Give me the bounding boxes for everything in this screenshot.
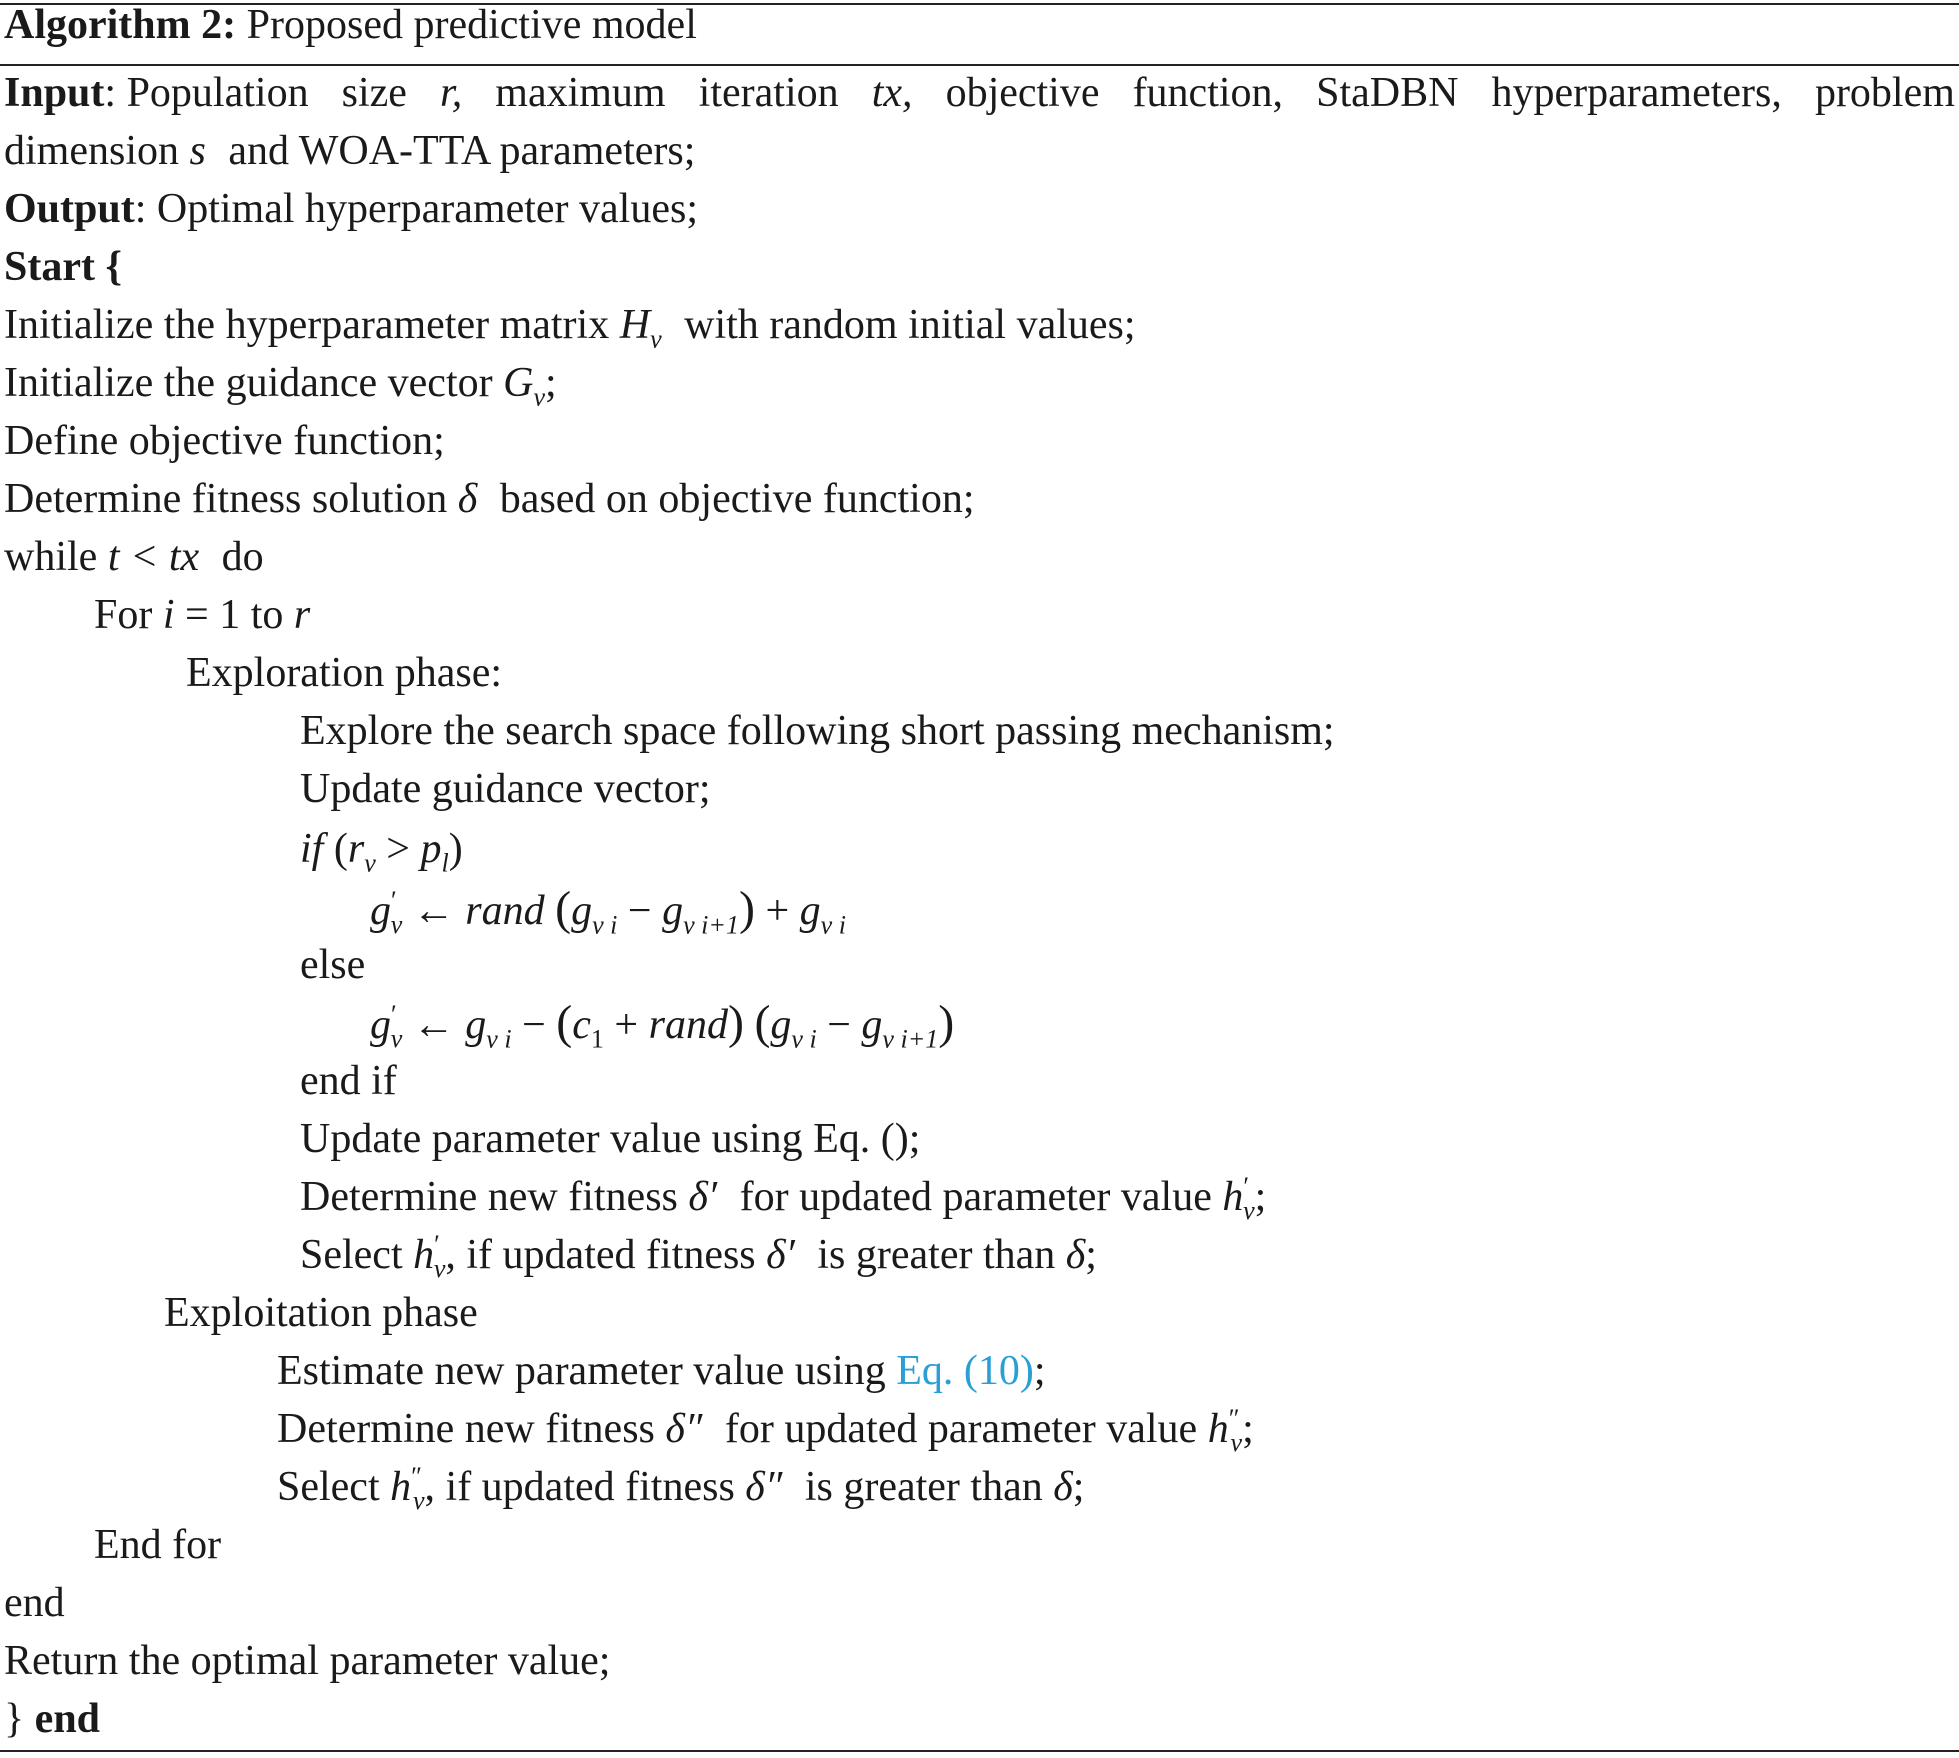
step-text: ; <box>1033 1348 1046 1394</box>
return-line: Return the optimal parameter value; <box>4 1638 611 1684</box>
input-text: dimension <box>4 128 179 174</box>
math-var: δ′ <box>766 1232 795 1278</box>
math-var: g <box>370 1002 391 1048</box>
math-var: g <box>571 888 593 934</box>
input-word: function, <box>1132 70 1284 116</box>
input-word: Population <box>126 70 309 116</box>
math-var: g <box>861 1002 883 1048</box>
input-word: maximum <box>495 70 666 116</box>
output-label: Output <box>4 186 135 232</box>
bottom-rule <box>0 1750 1959 1752</box>
step-text: Determine fitness solution <box>4 476 448 522</box>
exploitation-phase-label: Exploitation phase <box>164 1290 478 1336</box>
select-line-2: Select $h''_v$, if updated fitness δ″ is greater than δ; <box>277 1462 1085 1516</box>
keyword: while <box>4 534 98 580</box>
keyword: end <box>34 1696 101 1742</box>
input-word: r, <box>440 70 463 116</box>
math-sub: v i+1 <box>882 1024 939 1054</box>
math-sub: v i <box>791 1024 817 1054</box>
math-var: c <box>572 1002 591 1048</box>
math-sub: v <box>433 1254 446 1284</box>
input-word: tx, <box>871 70 913 116</box>
math-var: h <box>390 1464 412 1510</box>
math-var: δ″ <box>745 1464 783 1510</box>
step-text: Determine new fitness <box>300 1174 678 1220</box>
input-word: problem <box>1814 70 1955 116</box>
input-word: iteration <box>698 70 839 116</box>
step-text: , if updated fitness <box>445 1232 756 1278</box>
math-var: g <box>370 888 391 934</box>
math-sub: v i <box>820 910 846 940</box>
math-var: G <box>503 360 534 406</box>
math-sub: v i+1 <box>683 910 739 940</box>
math-sub: v i <box>486 1024 512 1054</box>
keyword: if <box>300 826 324 872</box>
algorithm-title: Proposed predictive model <box>246 2 697 48</box>
math-var: g <box>770 1002 792 1048</box>
step-text: ; <box>1242 1406 1254 1452</box>
determine-new-fitness-line: Determine new fitness δ′ for updated parameter value $h'_v$; <box>300 1172 1267 1226</box>
equation-1: $g'_v$ ← rand $(g_{v i} - g_{v i+1}) + g_{v i}$ <box>370 882 846 940</box>
math-op: + <box>614 1002 639 1048</box>
output-line <box>4 180 698 238</box>
math-sub: v <box>390 910 403 940</box>
math-var: h <box>413 1232 435 1278</box>
select-line-1: Select $h'_v$, if updated fitness δ′ is greater than δ; <box>300 1230 1097 1284</box>
step-text: ; <box>1254 1174 1267 1220</box>
end-for-line: End for <box>94 1522 222 1568</box>
step-text: based on objective function; <box>499 476 975 522</box>
math-op: > <box>386 826 410 872</box>
equation-reference-link[interactable]: Eq. (10) <box>896 1348 1034 1394</box>
for-line <box>94 586 310 644</box>
algorithm-header <box>4 0 697 54</box>
math-var: δ <box>1065 1232 1086 1278</box>
determine-fitness-line <box>4 470 975 528</box>
estimate-line <box>277 1342 1046 1400</box>
input-word: objective <box>945 70 1100 116</box>
update-guidance-line: Update guidance vector; <box>300 766 711 812</box>
step-text: is greater than <box>817 1232 1056 1278</box>
math-func: rand <box>648 1002 728 1048</box>
input-text: and WOA-TTA parameters; <box>228 128 696 174</box>
math-sub: v <box>1243 1196 1255 1226</box>
closing-brace: } <box>4 1696 25 1742</box>
step-text: , if updated fitness <box>424 1464 735 1510</box>
input-word: size <box>341 70 407 116</box>
math-var: H <box>619 302 651 348</box>
define-objective-line: Define objective function; <box>4 418 445 464</box>
determine-new-fitness-line-2: Determine new fitness δ″ for updated parameter value $h''_v$; <box>277 1404 1254 1458</box>
output-text: : Optimal hyperparameter values; <box>134 186 699 232</box>
math-var: g <box>465 1002 487 1048</box>
math-var: i <box>162 592 175 638</box>
math-op: ← <box>412 1002 455 1048</box>
step-text: Determine new fitness <box>277 1406 655 1452</box>
step-text: Initialize the hyperparameter matrix <box>4 302 610 348</box>
while-line <box>4 528 264 586</box>
input-lead: Input: Population <box>4 70 309 116</box>
step-text: for updated parameter value <box>724 1406 1198 1452</box>
init-guidance-line <box>4 354 557 412</box>
math-sub: v <box>533 382 546 412</box>
math-op: − <box>522 1002 546 1048</box>
keyword: do <box>221 534 264 580</box>
math-sub: v i <box>592 910 618 940</box>
math-expr: t < tx <box>107 534 200 580</box>
step-text: ; <box>1072 1464 1085 1510</box>
input-word: StaDBN <box>1316 70 1459 116</box>
step-text: Select <box>300 1232 403 1278</box>
math-op: − <box>627 888 652 934</box>
end-while-line: end <box>4 1580 65 1626</box>
init-matrix-line <box>4 296 1136 354</box>
math-func: rand <box>465 888 545 934</box>
input-word: hyperparameters, <box>1491 70 1782 116</box>
step-text: = 1 to <box>185 592 284 638</box>
step-text: ; <box>1085 1232 1097 1278</box>
step-text: ; <box>545 360 557 406</box>
math-var: p <box>420 826 442 872</box>
math-sub: v <box>650 324 662 354</box>
exploration-phase-label: Exploration phase: <box>186 650 503 696</box>
step-text: Select <box>277 1464 380 1510</box>
input-line-2 <box>4 122 695 180</box>
math-var: g <box>799 888 821 934</box>
step-text: with random initial values; <box>684 302 1136 348</box>
math-var: g <box>662 888 684 934</box>
keyword: For <box>94 592 153 638</box>
explore-line: Explore the search space following short passing mechanism; <box>300 708 1335 754</box>
step-text: Estimate new parameter value using <box>277 1348 886 1394</box>
start-line: Start { <box>4 244 123 290</box>
math-sub: v <box>412 1486 425 1516</box>
final-end-line <box>4 1690 100 1748</box>
input-var: s <box>189 128 206 174</box>
math-var: r <box>347 826 365 872</box>
math-sub: 1 <box>590 1024 604 1054</box>
math-op: − <box>827 1002 851 1048</box>
math-var: h <box>1222 1174 1244 1220</box>
input-label: Input <box>4 70 105 116</box>
math-var: δ <box>1053 1464 1073 1510</box>
step-text: Initialize the guidance vector <box>4 360 493 406</box>
end-if-line: end if <box>300 1058 397 1104</box>
algorithm-label: Algorithm 2: <box>4 2 237 48</box>
math-sub: l <box>441 848 449 878</box>
math-sub: v <box>364 848 376 878</box>
if-line: if $(r_v > p_l)$ <box>300 826 463 878</box>
math-sub: v <box>1230 1428 1243 1458</box>
math-var: r <box>293 592 311 638</box>
math-op: + <box>765 888 790 934</box>
step-text: is greater than <box>804 1464 1043 1510</box>
math-op: ← <box>412 888 455 934</box>
math-var: δ <box>457 476 478 522</box>
math-var: δ′ <box>688 1174 718 1220</box>
step-text: for updated parameter value <box>739 1174 1212 1220</box>
math-sub: v <box>390 1024 403 1054</box>
math-var: δ″ <box>665 1406 703 1452</box>
else-line: else <box>300 942 366 988</box>
equation-2: $g'_v$ ← $g_{v i} - (c_1$ + rand) $(g_{v i} - g_{v i+1})$ <box>370 996 955 1054</box>
update-param-line: Update parameter value using Eq. (); <box>300 1116 921 1162</box>
input-line-1 <box>4 64 1955 122</box>
math-var: h <box>1207 1406 1229 1452</box>
